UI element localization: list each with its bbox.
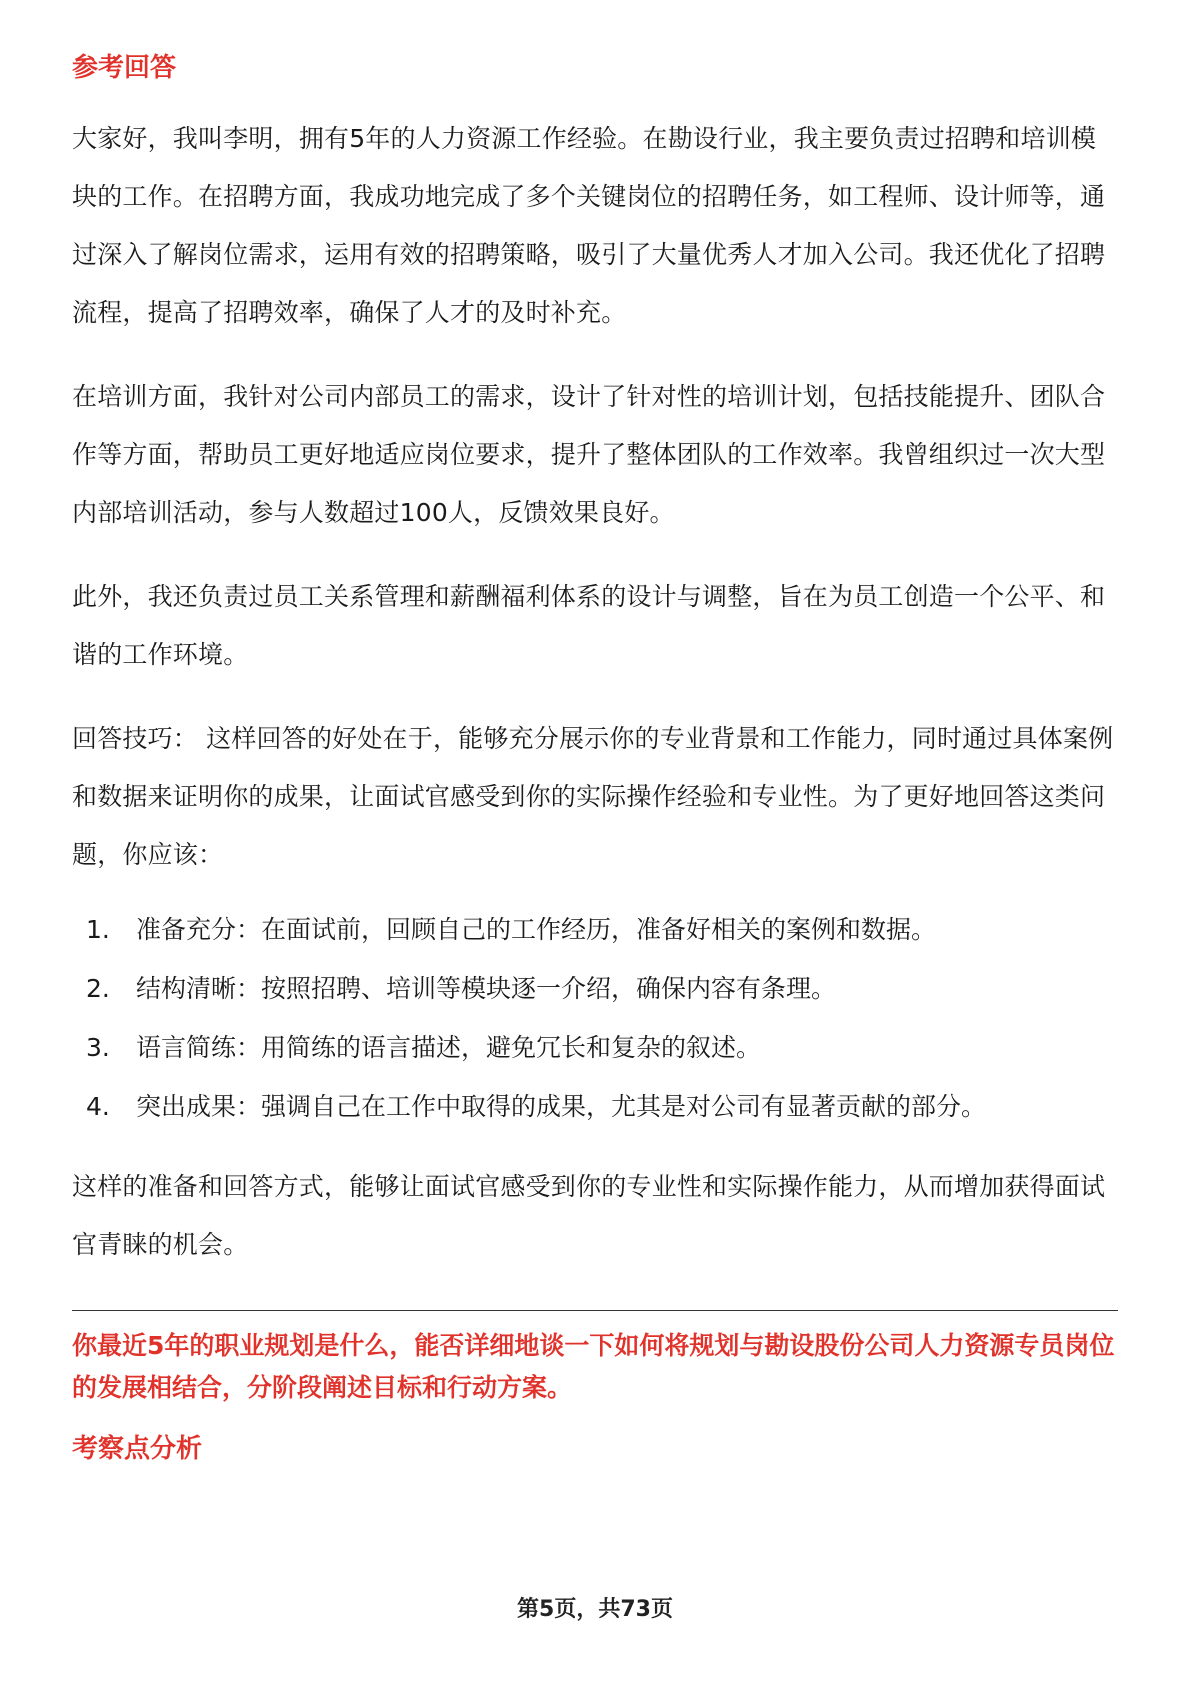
page-number: 第5页，共73页	[517, 1597, 673, 1622]
list-item	[72, 1018, 1118, 1077]
list-item-text: 结构清晰：按照招聘、培训等模块逐一介绍，确保内容有条理。	[136, 974, 837, 1003]
list-item-number: 1.	[86, 915, 110, 944]
list-item	[72, 1077, 1118, 1136]
list-item-text: 语言简练：用简练的语言描述，避免冗长和复杂的叙述。	[136, 1033, 762, 1062]
tips-list	[72, 900, 1118, 1136]
analysis-heading: 考察点分析	[72, 1434, 203, 1464]
section-divider	[72, 1310, 1118, 1311]
paragraph-other: 此外，我还负责过员工关系管理和薪酬福利体系的设计与调整，旨在为员工创造一个公平、和谐的工作环境。	[72, 582, 1106, 669]
list-item	[72, 900, 1118, 959]
page-content	[72, 48, 1118, 1491]
paragraph-training: 在培训方面，我针对公司内部员工的需求，设计了针对性的培训计划，包括技能提升、团队合作等方面，帮助员工更好地适应岗位要求，提升了整体团队的工作效率。我曾组织过一次大型内部培训活动，参与人数超过100人，反馈效果良好。	[72, 382, 1106, 527]
paragraph-intro: 大家好，我叫李明，拥有5年的人力资源工作经验。在勘设行业，我主要负责过招聘和培训模块的工作。在招聘方面，我成功地完成了多个关键岗位的招聘任务，如工程师、设计师等，通过深入了解岗位需求，运用有效的招聘策略，吸引了大量优秀人才加入公司。我还优化了招聘流程，提高了招聘效率，确保了人才的及时补充。	[72, 124, 1106, 327]
paragraph-closing: 这样的准备和回答方式，能够让面试官感受到你的专业性和实际操作能力，从而增加获得面试官青睐的机会。	[72, 1172, 1106, 1259]
list-item-number: 4.	[86, 1092, 110, 1121]
list-item-number: 3.	[86, 1033, 110, 1062]
paragraph-tips-intro: 回答技巧： 这样回答的好处在于，能够充分展示你的专业背景和工作能力，同时通过具体案例和数据来证明你的成果，让面试官感受到你的实际操作经验和专业性。为了更好地回答这类问题，你应该：	[72, 724, 1114, 869]
list-item	[72, 959, 1118, 1018]
answer-heading: 参考回答	[72, 53, 177, 83]
next-question: 你最近5年的职业规划是什么，能否详细地谈一下如何将规划与勘设股份公司人力资源专员岗位的发展相结合，分阶段阐述目标和行动方案。	[72, 1331, 1115, 1402]
list-item-number: 2.	[86, 974, 110, 1003]
list-item-text: 突出成果：强调自己在工作中取得的成果，尤其是对公司有显著贡献的部分。	[136, 1092, 987, 1121]
list-item-text: 准备充分：在面试前，回顾自己的工作经历，准备好相关的案例和数据。	[136, 915, 937, 944]
